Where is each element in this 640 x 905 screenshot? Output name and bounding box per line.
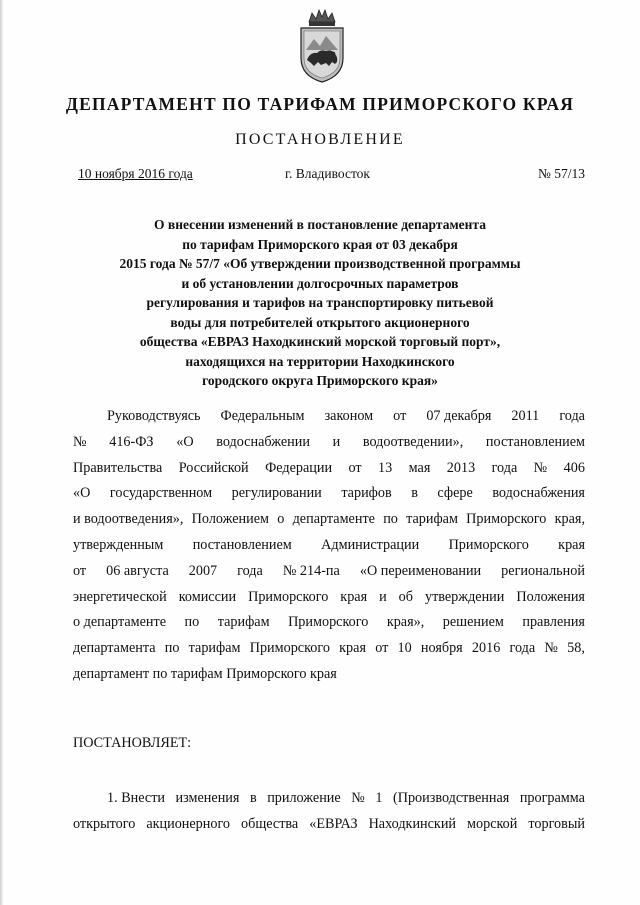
word: № bbox=[533, 459, 548, 476]
word: о bbox=[277, 511, 285, 528]
word: Положения bbox=[516, 588, 585, 605]
subject-line: О внесении изменений в постановление департамента bbox=[154, 217, 486, 232]
word: законом bbox=[324, 408, 374, 424]
department-title: ДЕПАРТАМЕНТ ПО ТАРИФАМ ПРИМОРСКОГО КРАЯ bbox=[65, 94, 575, 114]
word: Администрации bbox=[321, 536, 420, 553]
word: края», bbox=[386, 614, 425, 631]
document-type: ПОСТАНОВЛЕНИЕ bbox=[235, 131, 405, 148]
word: 2007 bbox=[188, 562, 218, 579]
text-line bbox=[73, 507, 585, 533]
decree-word: ПОСТАНОВЛЯЕТ: bbox=[73, 735, 192, 751]
word: программа bbox=[519, 790, 585, 806]
word: департамент по тарифам Приморского края bbox=[73, 665, 337, 682]
word: регулировании bbox=[231, 485, 322, 502]
word: Приморского bbox=[288, 614, 369, 631]
word: «О переименовании bbox=[359, 562, 482, 579]
word: от bbox=[393, 408, 407, 424]
document-subject bbox=[0, 215, 640, 391]
subject-line: по тарифам Приморского края от 03 декабря bbox=[182, 236, 458, 252]
word: об bbox=[398, 588, 413, 605]
word: энергетической bbox=[73, 588, 167, 605]
text-line bbox=[73, 481, 585, 507]
subject-line: городского округа Приморского края» bbox=[202, 373, 438, 388]
word: утверждении bbox=[424, 588, 505, 605]
word: водоснабжении bbox=[216, 433, 310, 450]
word: Приморского bbox=[466, 511, 547, 528]
word: тарифов bbox=[341, 485, 392, 502]
word: 2011 bbox=[511, 408, 540, 424]
word: 2013 bbox=[446, 459, 476, 476]
word: открытого bbox=[73, 815, 136, 832]
word: изменения bbox=[175, 790, 240, 806]
word: морской bbox=[467, 815, 518, 832]
word: правления bbox=[522, 614, 585, 631]
word: и водоотведения», bbox=[73, 511, 184, 528]
word: государственном bbox=[109, 485, 213, 502]
text-line bbox=[73, 610, 585, 636]
word: № bbox=[351, 790, 365, 806]
word: торговый bbox=[528, 815, 585, 832]
word: № bbox=[544, 640, 558, 657]
word: 07 декабря bbox=[426, 408, 492, 424]
subject-line: общества «ЕВРАЗ Находкинский морской торговый порт», bbox=[139, 334, 501, 349]
word: водоотведении», bbox=[362, 433, 464, 450]
document-date: 10 ноября 2016 года bbox=[78, 166, 193, 181]
word: мая bbox=[408, 459, 431, 476]
coat-of-arms-icon bbox=[295, 8, 349, 84]
word: от bbox=[375, 640, 389, 657]
word: по bbox=[383, 511, 398, 528]
word: Руководствуясь bbox=[107, 408, 201, 424]
word: 06 августа bbox=[106, 562, 169, 579]
word: от bbox=[348, 459, 362, 476]
word: года bbox=[509, 640, 536, 657]
word: по bbox=[164, 640, 180, 657]
text-line bbox=[73, 456, 585, 482]
word: края bbox=[558, 536, 585, 553]
document-number: № 57/13 bbox=[537, 166, 585, 181]
word: департамента bbox=[73, 640, 156, 657]
word: Приморского bbox=[249, 640, 330, 657]
word: ноября bbox=[420, 640, 463, 657]
word: 58, bbox=[567, 640, 585, 657]
text-line bbox=[73, 559, 585, 585]
word: акционерного bbox=[146, 815, 231, 832]
word: (Производственная bbox=[392, 790, 510, 806]
word: в bbox=[411, 485, 418, 502]
word: края bbox=[340, 588, 368, 605]
word: региональной bbox=[501, 562, 585, 579]
word: приложение bbox=[267, 790, 341, 806]
word: и bbox=[332, 433, 341, 450]
word: решением bbox=[442, 614, 504, 631]
word: по bbox=[184, 614, 200, 631]
text-line bbox=[73, 636, 585, 662]
word: 1. Внести bbox=[107, 790, 165, 806]
word: края, bbox=[554, 511, 585, 528]
word: Правительства bbox=[73, 459, 163, 476]
word: Федеральным bbox=[220, 408, 305, 424]
text-line bbox=[73, 662, 585, 688]
preamble-paragraph bbox=[73, 404, 585, 688]
word: тарифам bbox=[217, 614, 270, 631]
word: «О bbox=[73, 485, 91, 502]
word: утвержденным bbox=[73, 536, 164, 553]
word: водоснабжения bbox=[492, 485, 585, 502]
word: Российской bbox=[178, 459, 249, 476]
word: постановлением bbox=[192, 536, 292, 553]
document-city: г. Владивосток bbox=[285, 166, 370, 181]
word: № bbox=[73, 433, 87, 450]
word: общества bbox=[241, 815, 299, 832]
word: № 214-па bbox=[282, 562, 340, 579]
subject-line: и об установлении долгосрочных параметров bbox=[181, 275, 459, 291]
word: Приморского bbox=[448, 536, 529, 553]
text-line bbox=[73, 786, 585, 812]
subject-line: находящихся на территории Находкинского bbox=[185, 353, 455, 369]
word: 10 bbox=[397, 640, 412, 657]
word: о департаменте bbox=[73, 614, 166, 631]
word: 1 bbox=[375, 790, 383, 806]
word: Приморского bbox=[248, 588, 329, 605]
text-line bbox=[73, 812, 585, 838]
word: края bbox=[339, 640, 366, 657]
word: «О bbox=[176, 433, 194, 450]
word: Положением bbox=[191, 511, 270, 528]
word: 13 bbox=[378, 459, 393, 476]
word: департаменте bbox=[292, 511, 375, 528]
word: от bbox=[73, 562, 87, 579]
word: 2016 bbox=[471, 640, 501, 657]
word: сфере bbox=[437, 485, 473, 502]
word: Федерации bbox=[265, 459, 333, 476]
word: и bbox=[379, 588, 387, 605]
word: Находкинский bbox=[368, 815, 457, 832]
subject-line: воды для потребителей открытого акционерного bbox=[170, 314, 470, 330]
word: тарифам bbox=[188, 640, 241, 657]
text-line bbox=[73, 533, 585, 559]
word: 406 bbox=[563, 459, 585, 476]
subject-line: регулирования и тарифов на транспортировку питьевой bbox=[146, 295, 494, 310]
word: года bbox=[559, 408, 585, 424]
word: в bbox=[249, 790, 257, 806]
text-line bbox=[73, 404, 585, 430]
item-1-paragraph bbox=[73, 786, 585, 838]
text-line bbox=[73, 585, 585, 611]
word: «ЕВРАЗ bbox=[309, 815, 358, 832]
word: 416-ФЗ bbox=[109, 433, 154, 450]
subject-line: 2015 года № 57/7 «Об утверждении производственной программы bbox=[119, 256, 521, 271]
word: года bbox=[237, 562, 263, 579]
word: тарифам bbox=[406, 511, 458, 528]
word: постановлением bbox=[485, 433, 585, 450]
word: года bbox=[491, 459, 518, 476]
word: комиссии bbox=[178, 588, 237, 605]
text-line bbox=[73, 430, 585, 456]
